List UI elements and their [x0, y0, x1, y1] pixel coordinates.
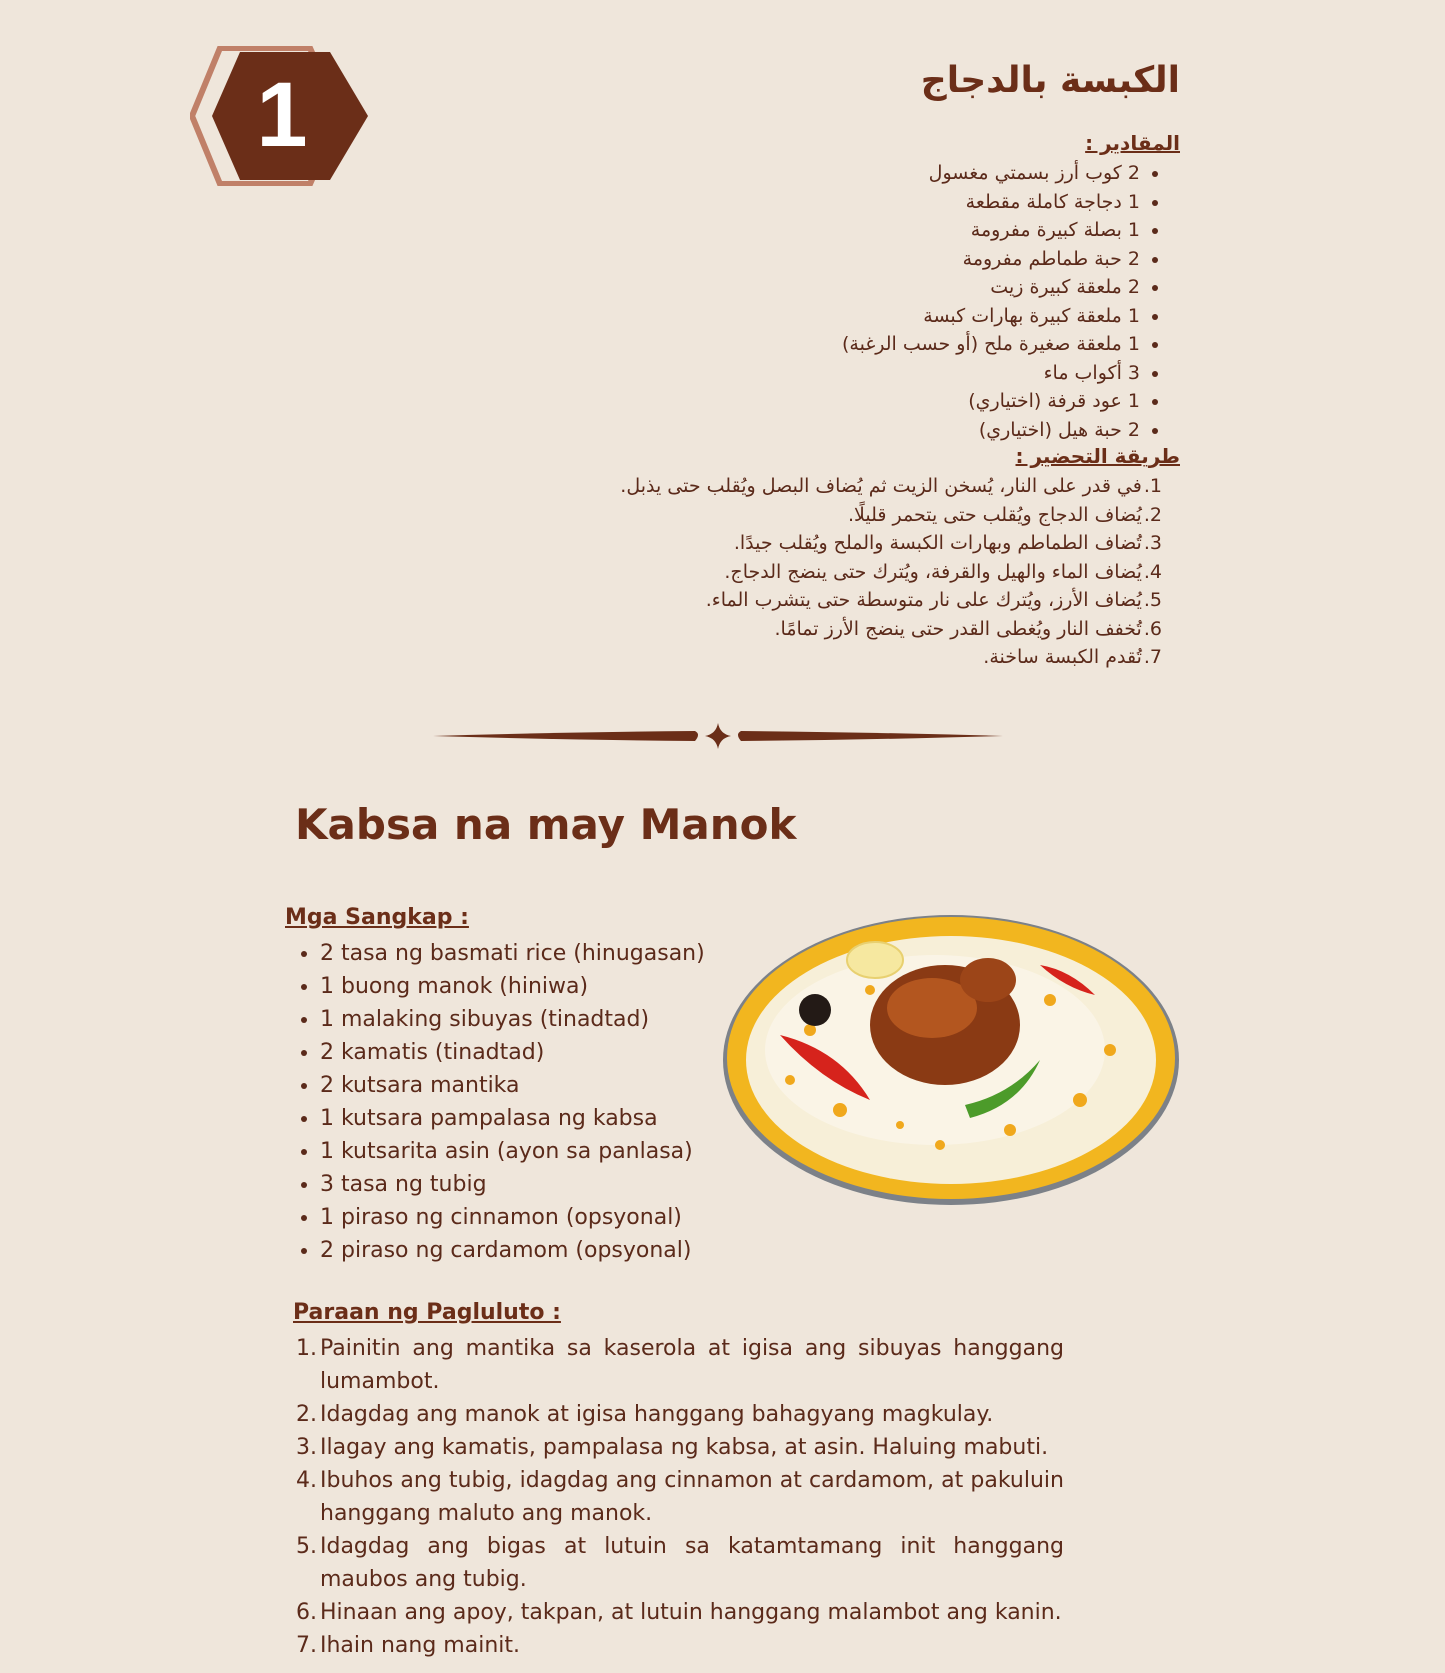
arabic-method-heading: طريقة التحضير :: [1015, 444, 1180, 468]
divider-left-flourish: [433, 731, 698, 741]
step-number: 6.: [1143, 617, 1162, 640]
badge-number: 1: [256, 64, 308, 166]
step-text: يُضاف الأرز، ويُترك على نار متوسطة حتى يتشرب الماء.: [705, 589, 1142, 611]
step-text: Ihain nang mainit.: [320, 1633, 520, 1658]
list-item: [296, 1464, 1064, 1530]
step-number: 7.: [1143, 646, 1162, 668]
list-item: [296, 1398, 1064, 1431]
list-item: [296, 1332, 1064, 1398]
list-item: • 1 ملعقة صغيرة ملح (أو حسب الرغبة): [460, 330, 1140, 359]
list-item: • 2 kutsara mantika: [320, 1069, 705, 1102]
list-item: • 1 malaking sibuyas (tinadtad): [320, 1003, 705, 1036]
list-item: • 1 دجاجة كاملة مقطعة: [460, 188, 1140, 217]
list-item: [296, 1596, 1064, 1629]
tagalog-title: Kabsa na may Manok: [295, 800, 797, 849]
list-item: • 1 buong manok (hiniwa): [320, 970, 705, 1003]
step-number: 5.: [296, 1534, 317, 1559]
recipe-number-badge: [190, 46, 370, 186]
tagalog-ingredients-heading: Mga Sangkap :: [285, 905, 469, 930]
arabic-steps-list: [460, 472, 1180, 672]
step-number: 6.: [296, 1600, 317, 1625]
step-text: في قدر على النار، يُسخن الزيت ثم يُضاف البصل ويُقلب حتى يذبل.: [620, 475, 1142, 497]
list-item: [460, 643, 1162, 672]
list-item: • 2 tasa ng basmati rice (hinugasan): [320, 937, 705, 970]
step-number: 5.: [1143, 589, 1162, 611]
step-text: Idagdag ang bigas at lutuin sa katamtamang init hanggang maubos ang tubig.: [320, 1534, 1064, 1592]
list-item: [460, 586, 1162, 615]
step-text: Idagdag ang manok at igisa hanggang bahagyang magkulay.: [320, 1402, 994, 1427]
list-item: [460, 615, 1162, 644]
list-item: [460, 472, 1162, 501]
list-item: [460, 529, 1162, 558]
tagalog-steps-list: [296, 1332, 1064, 1662]
step-text: تُخفف النار ويُغطى القدر حتى ينضج الأرز تمامًا.: [774, 617, 1142, 640]
list-item: [460, 558, 1162, 587]
step-number: 2.: [1143, 503, 1162, 526]
step-number: 3.: [1143, 532, 1162, 554]
step-text: Ibuhos ang tubig, idagdag ang cinnamon at cardamom, at pakuluin hanggang maluto ang manok.: [320, 1468, 1064, 1526]
tagalog-method-heading: Paraan ng Pagluluto :: [293, 1300, 561, 1325]
list-item: • 3 tasa ng tubig: [320, 1168, 705, 1201]
step-number: 3.: [296, 1435, 317, 1460]
list-item: • 2 حبة هيل (اختياري): [460, 416, 1140, 445]
list-item: • 1 بصلة كبيرة مفرومة: [460, 216, 1140, 245]
list-item: • 2 piraso ng cardamom (opsyonal): [320, 1234, 705, 1267]
arabic-ingredients-heading: المقادير :: [1085, 131, 1180, 155]
list-item: • 2 ملعقة كبيرة زيت: [460, 273, 1140, 302]
list-item: • 1 piraso ng cinnamon (opsyonal): [320, 1201, 705, 1234]
step-number: 7.: [296, 1633, 317, 1658]
kabsa-dish-image: [720, 910, 1182, 1210]
olive: [799, 994, 831, 1026]
lemon-slice: [847, 942, 903, 978]
tagalog-ingredients-list: [280, 937, 705, 1267]
list-item: • 1 ملعقة كبيرة بهارات كبسة: [460, 302, 1140, 331]
step-text: يُضاف الدجاج ويُقلب حتى يتحمر قليلًا.: [847, 503, 1142, 526]
list-item: • 1 kutsara pampalasa ng kabsa: [320, 1102, 705, 1135]
chicken-leg: [960, 958, 1016, 1002]
step-number: 2.: [296, 1402, 317, 1427]
list-item: [296, 1530, 1064, 1596]
step-text: تُضاف الطماطم وبهارات الكبسة والملح ويُقلب جيدًا.: [733, 532, 1142, 554]
step-text: يُضاف الماء والهيل والقرفة، ويُترك حتى ينضج الدجاج.: [724, 560, 1142, 583]
list-item: • 1 kutsarita asin (ayon sa panlasa): [320, 1135, 705, 1168]
step-number: 4.: [1143, 560, 1162, 583]
step-number: 1.: [1143, 475, 1162, 497]
arabic-recipe-section: [460, 60, 1180, 672]
step-number: 4.: [296, 1468, 317, 1493]
step-number: 1.: [296, 1336, 317, 1361]
list-item: • 2 حبة طماطم مفرومة: [460, 245, 1140, 274]
step-text: تُقدم الكبسة ساخنة.: [983, 646, 1142, 668]
divider-right-flourish: [738, 731, 1003, 741]
step-text: Hinaan ang apoy, takpan, at lutuin hanggang malambot ang kanin.: [320, 1600, 1062, 1625]
list-item: • 1 عود قرفة (اختياري): [460, 387, 1140, 416]
divider-star-icon: [705, 723, 731, 749]
list-item: [296, 1431, 1064, 1464]
list-item: [296, 1629, 1064, 1662]
list-item: • 2 كوب أرز بسمتي مغسول: [460, 159, 1140, 188]
step-text: Painitin ang mantika sa kaserola at igisa ang sibuyas hanggang lumambot.: [320, 1336, 1064, 1394]
list-item: • 3 أكواب ماء: [460, 359, 1140, 388]
arabic-ingredients-list: [460, 159, 1180, 444]
arabic-title: الكبسة بالدجاج: [920, 60, 1180, 101]
step-text: Ilagay ang kamatis, pampalasa ng kabsa, at asin. Haluing mabuti.: [320, 1435, 1049, 1460]
list-item: • 2 kamatis (tinadtad): [320, 1036, 705, 1069]
ornamental-divider: [433, 720, 1003, 752]
list-item: [460, 501, 1162, 530]
